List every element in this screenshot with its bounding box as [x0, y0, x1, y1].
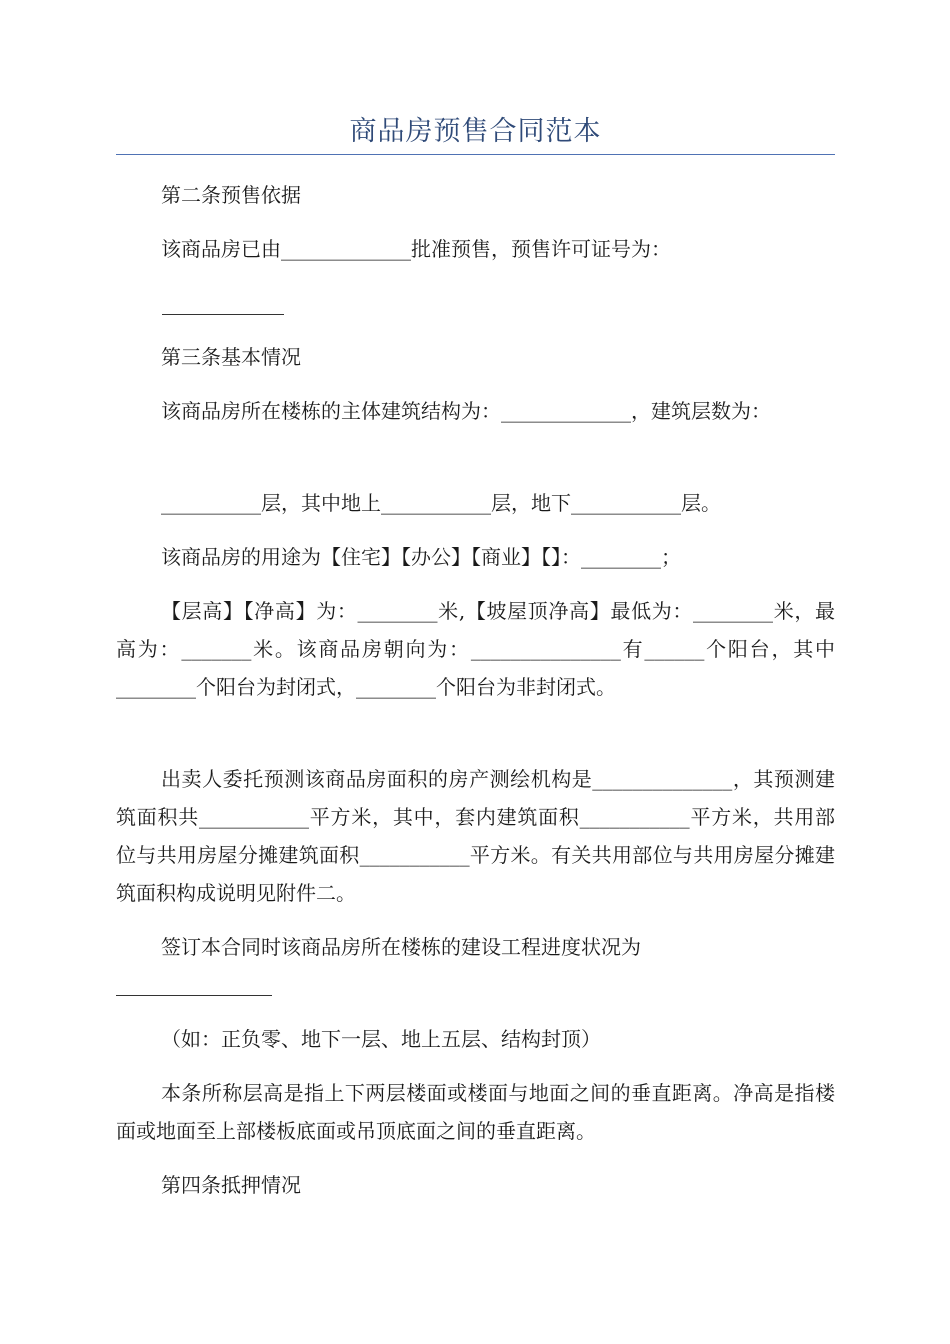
presale-basis-text: 该商品房已由_____________批准预售，预售许可证号为：: [161, 237, 671, 261]
construction-progress-text: 签订本合同时该商品房所在楼栋的建设工程进度状况为: [161, 935, 641, 959]
title-underline: [116, 154, 835, 155]
progress-blank: [116, 995, 272, 996]
permit-number-blank: [162, 314, 284, 315]
article-2-heading: 第二条预售依据: [161, 183, 301, 207]
article-4-heading: 第四条抵押情况: [161, 1173, 301, 1197]
height-definition-text: 本条所称层高是指上下两层楼面或楼面与地面之间的垂直距离。净高是指楼面或地面至上部楼板底面或吊顶底面之间的垂直距离。: [116, 1081, 835, 1143]
usage-text: 该商品房的用途为【住宅】【办公】【商业】【】：________；: [161, 545, 681, 569]
article-3-heading: 第三条基本情况: [161, 345, 301, 369]
document-title: 商品房预售合同范本: [349, 116, 602, 147]
building-structure-text: 该商品房所在楼栋的主体建筑结构为：_____________，建筑层数为：: [161, 399, 771, 423]
height-orientation-text: 【层高】【净高】为：________米,【坡屋顶净高】最低为：________米，最高为：_______米。该商品房朝向为：_______________有______个阳台，其中________个阳台为封闭式，________个阳台为非封闭式。: [116, 599, 835, 699]
floor-count-text: __________层，其中地上___________层，地下___________层。: [161, 491, 721, 515]
area-survey-text: 出卖人委托预测该商品房面积的房产测绘机构是______________，其预测建筑面积共___________平方米，其中，套内建筑面积___________平方米，共用部位与共用房屋分摊建筑面积___________平方米。有关共用部位与共用房屋分摊建筑面积构成说明见附件二。: [116, 767, 835, 905]
progress-example-text: （如：正负零、地下一层、地上五层、结构封顶）: [161, 1027, 601, 1051]
